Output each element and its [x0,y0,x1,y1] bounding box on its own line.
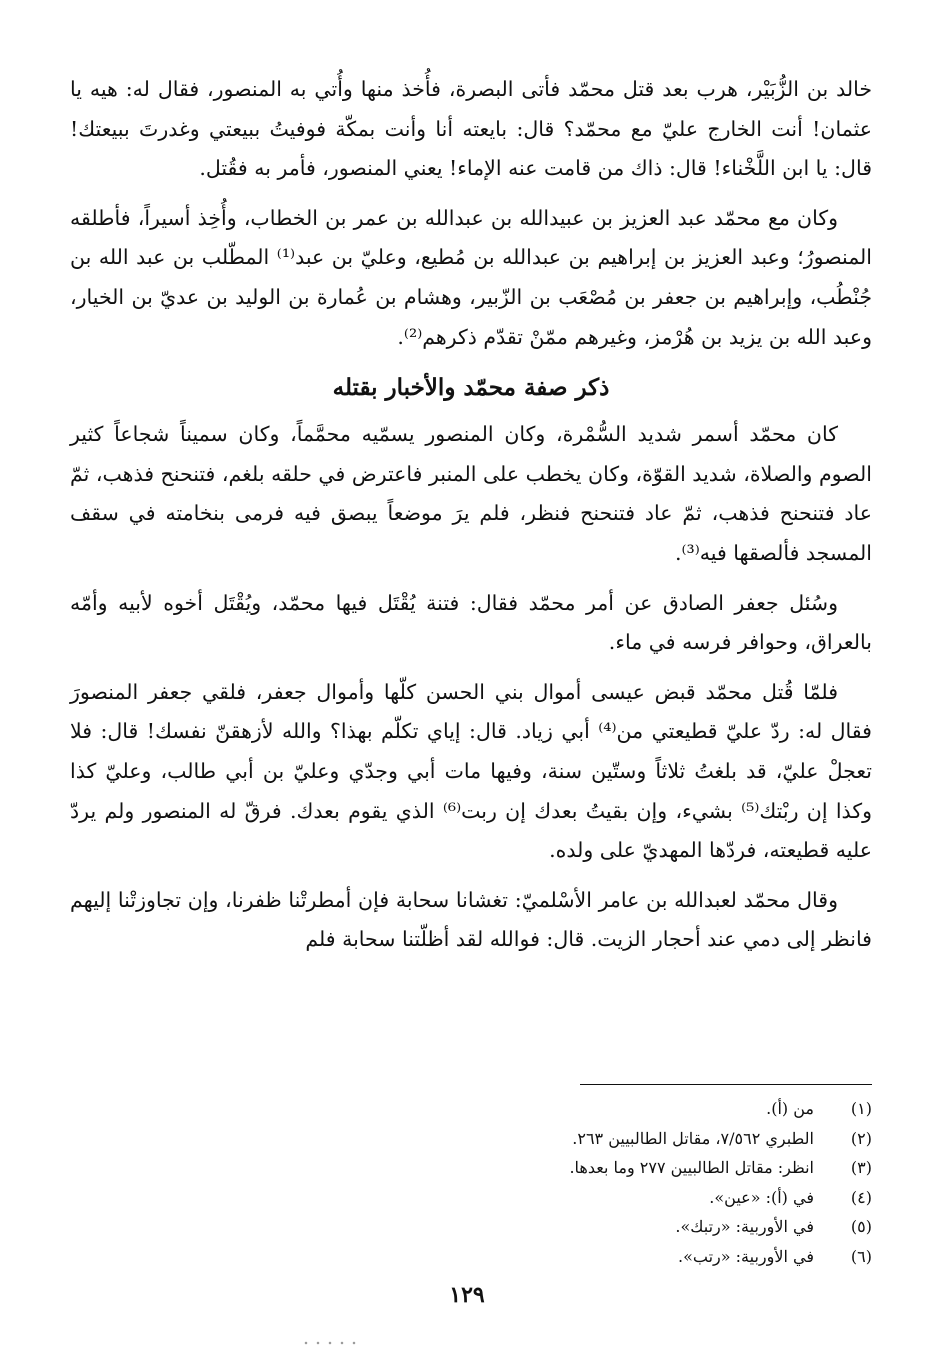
footnote [232,1153,872,1183]
footnote-number: (٤) [850,1187,872,1207]
footnote-number: (٥) [850,1217,872,1236]
scan-specks [300,1341,360,1345]
main-text [70,70,872,970]
paragraph: وكان مع محمّد عبد العزيز بن عبيدالله بن عبدالله بن عمر بن الخطاب، وأُخِذ أسيراً، فأطلقه المنصورُ؛ وعبد العزيز بن إبراهيم بن عبدالله بن مُطيع، وعليّ بن عبد⁽¹⁾ المطّلب بن عبد الله بن جُنْطُب، وإبراهيم بن جعفر بن مُصْعَب بن الزّبير، وهشام بن عُمارة بن الوليد بن عديّ بن الخيار، وعبد الله بن يزيد بن هُرْمز، وغيرهم ممّنْ تقدّم ذكرهم⁽²⁾. [70,205,872,349]
footnote-number: (٢) [850,1128,872,1148]
footnote [232,1242,872,1272]
footnote-number: (٦) [850,1246,872,1266]
footnote [232,1094,872,1124]
footnote-divider [580,1084,872,1085]
footnotes [232,1094,872,1271]
footnote-text: الطبري ٧/٥٦٢، مقاتل الطالبيين ٢٦٣. [572,1128,814,1148]
footnote [232,1183,872,1213]
footnote-text: انظر: مقاتل الطالبيين ٢٧٧ وما بعدها. [569,1158,814,1177]
footnote-text: في الأوربية: «رتب». [678,1246,814,1266]
footnote-text: في (أ): «عين». [709,1187,814,1207]
footnote [232,1212,872,1242]
paragraph: فلمّا قُتل محمّد قبض عيسى أموال بني الحسن كلّها وأموال جعفر، فلقي جعفر المنصورَ فقال له: ردّ عليّ قطيعتي من⁽⁴⁾ أبي زياد. قال: إياي تكلّم بهذا؟ والله لأزهقنّ نفسك! قال: فلا تعجلْ عليّ، قد بلغتُ ثلاثاً وستّين سنة، وفيها مات أبي وجدّي وعليّ بن أبي طالب، وعليّ كذا وكذا إن ربْتك⁽⁵⁾ بشيء، وإن بقيتُ بعدك إن ربت⁽⁶⁾ الذي يقوم بعدك. فرقّ له المنصور ولم يردّ عليه قطيعته، فردّها المهديّ على ولده. [70,679,872,863]
paragraph: كان محمّد أسمر شديد السُّمْرة، وكان المنصور يسمّيه محمَّماً، وكان سميناً شجاعاً كثير الصوم والصلاة، شديد القوّة، وكان يخطب على المنبر فاعترض في حلقه بلغم، فتنحنح فذهب، ثمّ عاد فتنحنح فذهب، ثمّ عاد فتنحنح فنظر، فلم يرَ موضعاً يبصق فيه فرمى بنخامته في سقف المسجد فألصقها فيه⁽³⁾. [70,422,872,565]
footnote-number: (١) [850,1099,872,1118]
section-title: ذكر صفة محمّد والأخبار بقتله [332,374,610,402]
paragraph: وقال محمّد لعبدالله بن عامر الأسْلميّ: تغشانا سحابة فإن أمطرتْنا ظفرنا، وإن تجاوزتْنا إليهم فانظر إلى دمي عند أحجار الزيت. قال: فوالله لقد أظلّتنا سحابة فلم [70,887,872,952]
paragraph: خالد بن الزُّبَيْر، هرب بعد قتل محمّد فأتى البصرة، فأُخذ منها وأُتي به المنصور، فقال له: هيه يا عثمان! أنت الخارج عليّ مع محمّد؟ قال: بايعته أنا وأنت بمكّة فوفيتُ ببيعتي وغدرتَ ببيعتك! قال: يا ابن اللَّخْناء! قال: ذاك من قامت عنه الإماء! يعني المنصور، فأمر به فقُتل. [70,77,872,181]
footnote [232,1124,872,1154]
footnote-number: (٣) [850,1158,872,1177]
paragraph: وسُئل جعفر الصادق عن أمر محمّد فقال: فتنة يُقْتَل فيها محمّد، ويُقْتَل أخوه لأبيه وأمّه بالعراق، وحوافر فرسه في ماء. [70,590,872,655]
page-number: ١٢٩ [449,1282,485,1308]
footnote-text: في الأوربية: «رتبك». [675,1217,814,1236]
footnote-text: من (أ). [766,1099,814,1118]
